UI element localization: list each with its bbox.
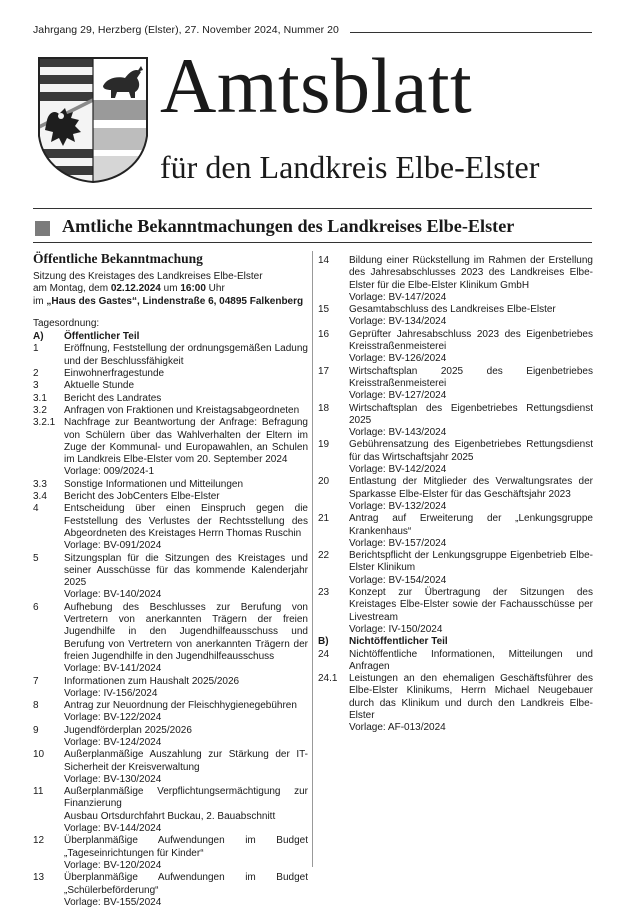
meeting-venue-prefix: im — [33, 295, 47, 307]
agenda-item-text: Nichtöffentlicher Teil — [349, 636, 448, 648]
agenda-item-reference: Vorlage: BV-140/2024 — [64, 589, 162, 601]
agenda-item-reference: Vorlage: BV-134/2024 — [349, 316, 447, 328]
agenda-item-reference-2: Vorlage: BV-144/2024 — [64, 823, 162, 835]
agenda-item-number: 24.1 — [318, 673, 338, 685]
agenda-item-body — [64, 491, 308, 503]
agenda-item-reference: Vorlage: BV-127/2024 — [349, 390, 447, 402]
agenda-item-text: Sonstige Informationen und Mitteilungen — [64, 478, 244, 490]
agenda-item-text: Entscheidung über einen Einspruch gegen die Feststellung des Verlustes der Rechtsstellung des Abgeordneten des Kreistages Herrn Thomas Ruschin — [64, 503, 308, 539]
agenda-item-number: 5 — [33, 552, 39, 564]
meeting-line-1: Sitzung des Kreistages des Landkreises Elbe-Elster — [33, 271, 263, 282]
agenda-item — [33, 343, 308, 368]
agenda-item — [33, 676, 308, 701]
agenda-item-text: Gesamtabschluss des Landkreises Elbe-Elster — [349, 304, 556, 316]
meeting-time-suffix: Uhr — [205, 283, 225, 295]
issue-rule — [350, 32, 592, 33]
agenda-item-reference: Ausbau Ortsdurchfahrt Buckau, 2. Bauabschnitt — [64, 810, 276, 822]
agenda-item-body — [349, 403, 593, 440]
agenda-item — [33, 872, 308, 909]
section-title: Amtliche Bekanntmachungen des Landkreises Elbe-Elster — [62, 216, 515, 236]
agenda-item-reference: Vorlage: IV-150/2024 — [349, 623, 443, 635]
agenda-item — [318, 329, 593, 366]
agenda-item-number: 9 — [33, 724, 39, 736]
agenda-item — [318, 649, 593, 674]
agenda-item-number: 22 — [318, 550, 330, 562]
agenda-item-text: Eröffnung, Feststellung der ordnungsgemäßen Ladung und der Beschlussfähigkeit — [64, 343, 308, 367]
agenda-item-text: Aufhebung des Beschlusses zur Berufung von Vertretern von anerkannten Trägern der freien Jugendhilfe in den Jugendhilfeausschuss und Berufung von Vertretern von anerkannten Trägern der freien Jugendhilfe in den Jugendhilfeausschuss — [64, 601, 308, 662]
agenda-item — [318, 476, 593, 513]
header-rule — [33, 208, 592, 209]
agenda-item-body — [64, 676, 308, 701]
meeting-info — [33, 271, 308, 308]
agenda-item-text: Jugendförderplan 2025/2026 — [64, 724, 192, 736]
agenda-item-text: Einwohnerfragestunde — [64, 368, 165, 380]
agenda-item-text: Nichtöffentliche Informationen, Mitteilungen und Anfragen — [349, 648, 593, 672]
agenda-item-body — [349, 636, 593, 648]
agenda-item-reference: Vorlage: BV-157/2024 — [349, 537, 447, 549]
agenda-item — [318, 366, 593, 403]
agenda-item-body — [64, 872, 308, 909]
agenda-item-body — [349, 439, 593, 476]
agenda-item-text: Bildung einer Rückstellung im Rahmen der Erstellung des Jahresabschlusses 2023 des Landkreises Elbe-Elster für die Elbe-Elster Klinikum GmbH — [349, 255, 593, 291]
meeting-date: 02.12.2024 — [110, 283, 161, 295]
agenda-item-reference: Vorlage: AF-013/2024 — [349, 722, 446, 734]
agenda-item — [33, 393, 308, 405]
agenda-item-reference: Vorlage: BV-130/2024 — [64, 773, 162, 785]
agenda-item-number: 8 — [33, 700, 39, 712]
agenda-item-text: Überplanmäßige Aufwendungen im Budget „Tageseinrichtungen für Kinder“ — [64, 835, 308, 859]
agenda-item — [33, 553, 308, 602]
agenda-item — [318, 636, 593, 648]
coat-of-arms-icon — [37, 56, 149, 184]
agenda-item-number: 15 — [318, 304, 330, 316]
agenda-item-number: 18 — [318, 402, 330, 414]
agenda-item-reference: Vorlage: BV-124/2024 — [64, 736, 162, 748]
agenda-item — [318, 304, 593, 329]
agenda-item-body — [349, 304, 593, 329]
agenda-item-text: Entlastung der Mitglieder des Verwaltungsrates der Sparkasse Elbe-Elster für das Geschäftsjahr 2023 — [349, 476, 593, 500]
newspaper-title: Amtsblatt — [160, 42, 473, 129]
agenda-item-reference: Vorlage: BV-126/2024 — [349, 353, 447, 365]
agenda-item-number: 19 — [318, 439, 330, 451]
agenda-item-reference: Vorlage: BV-132/2024 — [349, 500, 447, 512]
agenda-item-text: Aktuelle Stunde — [64, 380, 135, 392]
agenda-item — [33, 368, 308, 380]
agenda-item-number: 11 — [33, 786, 44, 798]
agenda-item-text: Antrag auf Erweiterung der „Lenkungsgruppe Krankenhaus“ — [349, 513, 593, 537]
meeting-line-3 — [33, 296, 308, 308]
agenda-item-body — [64, 602, 308, 676]
agenda-item-text: Sitzungsplan für die Sitzungen des Kreistages und seiner Ausschüsse für das kommende Kalenderjahr 2025 — [64, 552, 308, 589]
agenda-item-reference: Vorlage: BV-154/2024 — [349, 574, 447, 586]
agenda-item — [318, 587, 593, 636]
section-square-icon — [35, 221, 50, 236]
agenda-item — [33, 503, 308, 552]
agenda-item — [33, 602, 308, 676]
agenda-item — [33, 786, 308, 835]
agenda-item-number: 3.4 — [33, 491, 47, 503]
agenda-item — [318, 513, 593, 550]
section-rule — [33, 242, 592, 243]
agenda-item-text: Überplanmäßige Aufwendungen im Budget „Schülerbeförderung“ — [64, 872, 308, 896]
agenda-item-number: A) — [33, 331, 44, 343]
agenda-item-text: Nachfrage zur Beantwortung der Anfrage: Befragung von Schülern über das Wahlverhalten der Eltern im Zuge der Kommunal- und Europawahlen, an Schulen im Landkreis Elbe-Elster vom 20. September 2024 — [64, 417, 308, 466]
meeting-date-prefix: am Montag, dem — [33, 283, 111, 295]
agenda-item — [318, 550, 593, 587]
newspaper-subtitle: für den Landkreis Elbe-Elster — [160, 149, 540, 185]
meeting-line-2 — [33, 283, 308, 295]
agenda-item-number: 13 — [33, 872, 45, 884]
agenda-item-body — [64, 405, 308, 417]
agenda-item-body — [349, 366, 593, 403]
agenda-item-body — [64, 479, 308, 491]
agenda-item — [318, 439, 593, 476]
agenda-item-number: 10 — [33, 749, 45, 761]
agenda-item-body — [349, 255, 593, 304]
agenda-item-number: 4 — [33, 503, 39, 515]
agenda-item-number: 23 — [318, 587, 330, 599]
agenda-item-body — [64, 417, 308, 478]
agenda-item-number: 12 — [33, 835, 45, 847]
agenda-item-number: 3.1 — [33, 392, 47, 404]
agenda-item-number: 6 — [33, 601, 39, 613]
agenda-item-reference: Vorlage: BV-120/2024 — [64, 859, 162, 871]
agenda-item-number: 1 — [33, 343, 39, 355]
agenda-item-number: 17 — [318, 365, 330, 377]
agenda-item — [33, 417, 308, 478]
agenda-item-body — [64, 393, 308, 405]
agenda-item — [33, 479, 308, 491]
agenda-item — [33, 749, 308, 786]
agenda-item-body — [349, 513, 593, 550]
agenda-item — [33, 835, 308, 872]
meeting-venue: „Haus des Gastes“, Lindenstraße 6, 04895 Falkenberg — [46, 295, 304, 307]
agenda-item-text: Konzept zur Übertragung der Sitzungen des Kreistages Elbe-Elster sowie der Fachausschüsse per Livestream — [349, 587, 593, 623]
agenda-item-body — [64, 749, 308, 786]
agenda-item-number: B) — [318, 636, 329, 648]
notice-title: Öffentliche Bekanntmachung — [33, 251, 203, 266]
agenda-item-number: 14 — [318, 255, 330, 266]
agenda-item-text: Anfragen von Fraktionen und Kreistagsabgeordneten — [64, 404, 300, 416]
agenda-item-number: 7 — [33, 675, 39, 687]
agenda-item-body — [64, 343, 308, 368]
agenda-item-text: Außerplanmäßige Auszahlung zur Stärkung der IT-Sicherheit der Kreisverwaltung — [64, 749, 308, 773]
agenda-item — [33, 491, 308, 503]
column-divider — [312, 251, 313, 867]
agenda-item-body — [64, 835, 308, 872]
agenda-item-body — [349, 673, 593, 734]
agenda-label: Tagesordnung: — [33, 317, 100, 329]
agenda-item-text: Antrag zur Neuordnung der Fleischhygienegebühren — [64, 700, 297, 712]
agenda-item-text: Bericht des Landrates — [64, 392, 162, 404]
agenda-item — [318, 673, 593, 734]
agenda-item-number: 3.2.1 — [33, 417, 56, 429]
agenda-item-text: Öffentlicher Teil — [64, 331, 140, 343]
agenda-item — [318, 255, 593, 304]
agenda-item-reference: Vorlage: BV-141/2024 — [64, 663, 162, 675]
agenda-item — [33, 405, 308, 417]
agenda-item-text: Informationen zum Haushalt 2025/2026 — [64, 675, 240, 687]
agenda-item — [318, 403, 593, 440]
issue-line: Jahrgang 29, Herzberg (Elster), 27. November 2024, Nummer 20 — [33, 24, 339, 36]
agenda-item-reference: Vorlage: BV-091/2024 — [64, 540, 162, 552]
agenda-item-body — [64, 503, 308, 552]
left-column — [33, 251, 308, 909]
agenda-item-text: Leistungen an den ehemaligen Geschäftsführer des Elbe-Elster Klinikums, Herrn Michael Neugebauer durch das Klinikum und durch den Landkreis Elbe-Elster — [349, 673, 593, 721]
agenda-item-body — [64, 553, 308, 602]
agenda-item-text: Berichtspflicht der Lenkungsgruppe Eigenbetrieb Elbe-Elster Klinikum — [349, 550, 593, 574]
agenda-item — [33, 331, 308, 343]
agenda-item-number: 2 — [33, 368, 39, 380]
right-column — [318, 255, 593, 735]
agenda-item-reference: Vorlage: BV-155/2024 — [64, 896, 162, 908]
agenda-item-number: 21 — [318, 513, 330, 525]
agenda-item-body — [64, 725, 308, 750]
agenda-list-left — [33, 331, 308, 909]
agenda-item-body — [64, 368, 308, 380]
meeting-time-prefix: um — [160, 283, 181, 295]
agenda-item-text: Geprüfter Jahresabschluss 2023 des Eigenbetriebes Kreisstraßenmeisterei — [349, 328, 593, 353]
agenda-item-reference: Vorlage: BV-143/2024 — [349, 427, 447, 439]
agenda-item-text: Wirtschaftsplan 2025 des Eigenbetriebes Kreisstraßenmeisterei — [349, 365, 593, 389]
agenda-item-body — [64, 786, 308, 835]
agenda-item-number: 24 — [318, 648, 330, 660]
agenda-list-right — [318, 255, 593, 735]
agenda-item-body — [64, 700, 308, 725]
agenda-item-body — [349, 329, 593, 366]
agenda-item-text: Bericht des JobCenters Elbe-Elster — [64, 491, 220, 503]
agenda-item-reference: Vorlage: BV-142/2024 — [349, 464, 447, 476]
agenda-item-number: 3.3 — [33, 478, 47, 490]
agenda-item — [33, 700, 308, 725]
agenda-item-body — [349, 649, 593, 674]
agenda-item-body — [349, 550, 593, 587]
agenda-item-number: 3 — [33, 380, 39, 392]
agenda-item-number: 3.2 — [33, 404, 47, 416]
agenda-item-body — [64, 331, 308, 343]
agenda-item-reference: Vorlage: BV-122/2024 — [64, 712, 162, 724]
agenda-item-body — [349, 476, 593, 513]
agenda-item-reference: Vorlage: BV-147/2024 — [349, 291, 447, 303]
agenda-item — [33, 380, 308, 392]
agenda-item-body — [64, 380, 308, 392]
agenda-item-text: Außerplanmäßige Verpflichtungsermächtigung zur Finanzierung — [64, 786, 308, 810]
agenda-item-body — [349, 587, 593, 636]
meeting-time: 16:00 — [180, 283, 206, 295]
agenda-item-number: 16 — [318, 328, 330, 340]
agenda-item-text: Gebührensatzung des Eigenbetriebes Rettungsdienst für das Wirtschaftsjahr 2025 — [349, 439, 593, 463]
agenda-item-reference: Vorlage: IV-156/2024 — [64, 687, 158, 699]
agenda-item-reference: Vorlage: 009/2024-1 — [64, 466, 155, 478]
agenda-item-number: 20 — [318, 476, 330, 488]
agenda-item — [33, 725, 308, 750]
agenda-item-text: Wirtschaftsplan des Eigenbetriebes Rettungsdienst 2025 — [349, 402, 593, 426]
